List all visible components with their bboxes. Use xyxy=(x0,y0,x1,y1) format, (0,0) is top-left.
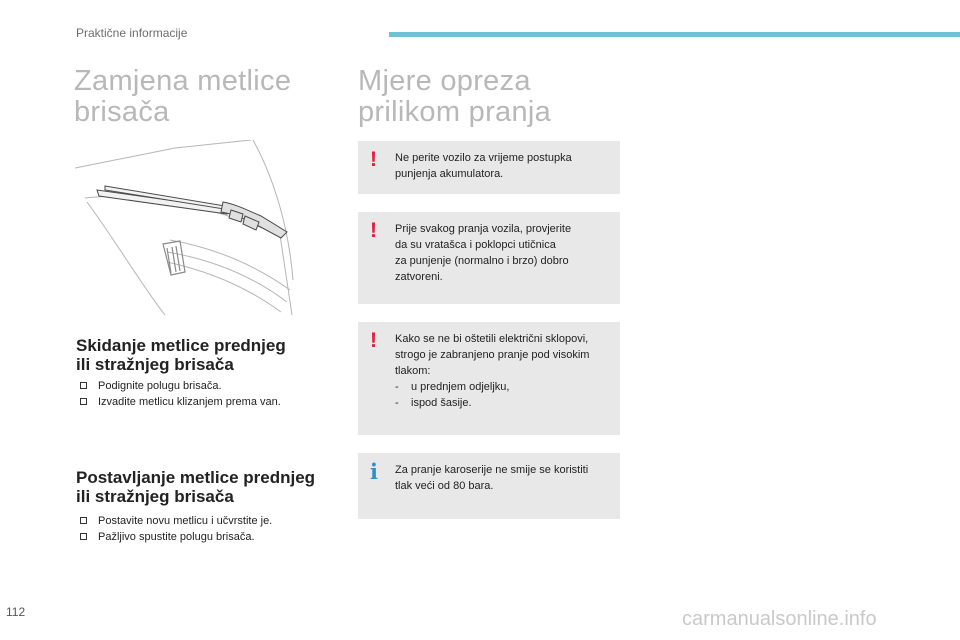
wiper-title-line-1: Zamjena metlice xyxy=(74,65,292,97)
wiper-title xyxy=(74,66,291,128)
dash-marker: - xyxy=(395,381,399,393)
dash-marker: - xyxy=(395,397,399,409)
step-text: Podignite polugu brisača. xyxy=(98,380,222,392)
step-text: Izvadite metlicu klizanjem prema van. xyxy=(98,396,281,408)
install-wiper-heading xyxy=(76,468,315,506)
warning-exclamation-icon: ! xyxy=(370,219,377,242)
checkbox-square-icon xyxy=(80,398,87,405)
page-number: 112 xyxy=(6,605,26,619)
note-line: tlakom: xyxy=(395,365,431,377)
note-line: Prije svakog pranja vozila, provjerite xyxy=(395,223,572,235)
remove-steps-list xyxy=(80,378,281,410)
note-line: za punjenje (normalno i brzo) dobro xyxy=(395,255,569,267)
remove-wiper-heading xyxy=(76,336,286,374)
install-steps-list xyxy=(80,513,272,545)
note-line: Kako se ne bi oštetili električni sklopovi, xyxy=(395,333,589,345)
wiper-illustration xyxy=(75,140,295,315)
list-item xyxy=(80,378,281,394)
note-line: da su vratašca i poklopci utičnica xyxy=(395,239,556,251)
list-item xyxy=(80,529,272,545)
list-item xyxy=(80,394,281,410)
note-dash-item xyxy=(395,379,614,395)
checkbox-square-icon xyxy=(80,382,87,389)
note-line: tlak veći od 80 bara. xyxy=(395,480,494,492)
checkbox-square-icon xyxy=(80,517,87,524)
step-text: Postavite novu metlicu i učvrstite je. xyxy=(98,515,273,527)
note-line: punjenja akumulatora. xyxy=(395,168,504,180)
remove-heading-line-1: Skidanje metlice prednjeg xyxy=(76,336,286,355)
washing-title-line-1: Mjere opreza xyxy=(358,65,531,97)
install-heading-line-1: Postavljanje metlice prednjeg xyxy=(76,468,316,487)
section-header: Praktične informacije xyxy=(76,26,188,40)
step-text: Pažljivo spustite polugu brisača. xyxy=(98,531,255,543)
warning-note-high-pressure xyxy=(358,322,620,435)
warning-exclamation-icon: ! xyxy=(370,148,377,171)
note-line: Ne perite vozilo za vrijeme postupka xyxy=(395,152,572,164)
washing-title xyxy=(358,66,551,128)
section-accent-bar xyxy=(389,32,960,37)
checkbox-square-icon xyxy=(80,533,87,540)
wiper-title-line-2: brisača xyxy=(74,96,170,128)
list-item xyxy=(80,513,272,529)
install-heading-line-2: ili stražnjeg brisača xyxy=(76,487,234,506)
info-note-pressure xyxy=(358,453,620,519)
note-line: zatvoreni. xyxy=(395,271,443,283)
note-dash-item xyxy=(395,395,614,411)
washing-title-line-2: prilikom pranja xyxy=(358,96,552,128)
warning-exclamation-icon: ! xyxy=(370,329,377,352)
watermark: carmanualsonline.info xyxy=(682,608,877,630)
warning-note-flaps xyxy=(358,212,620,304)
remove-heading-line-2: ili stražnjeg brisača xyxy=(76,355,234,374)
warning-note-charging xyxy=(358,141,620,194)
dash-text: ispod šasije. xyxy=(411,397,472,409)
info-icon: i xyxy=(370,459,378,484)
note-line: strogo je zabranjeno pranje pod visokim xyxy=(395,349,590,361)
dash-text: u prednjem odjeljku, xyxy=(411,381,510,393)
note-line: Za pranje karoserije ne smije se koristiti xyxy=(395,464,589,476)
